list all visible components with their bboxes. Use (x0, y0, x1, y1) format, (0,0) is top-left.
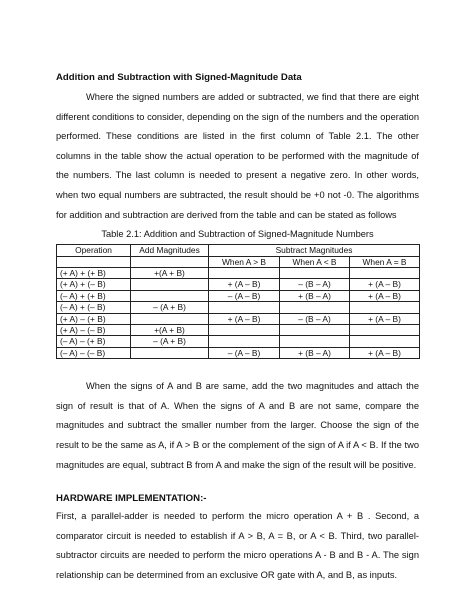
table-body (57, 267, 420, 358)
table-row (57, 313, 420, 324)
cell-a-equal-b: + (A – B) (350, 279, 420, 290)
cell-a-less-b: + (B – A) (280, 290, 350, 301)
cell-a-greater-b (209, 302, 280, 313)
cell-a-equal-b: + (A – B) (350, 290, 420, 301)
header-add-magnitudes: Add Magnitudes (131, 245, 209, 256)
cell-a-equal-b: + (A – B) (350, 347, 420, 358)
cell-a-less-b (280, 336, 350, 347)
hardware-paragraph: First, a parallel-adder is needed to perform the micro operation A + B . Second, a comparator circuit is needed to establish if A > B, A = B, or A < B. Third, two parallel-subtractor circuits are needed to perform the micro operations A - B and B - A. The sign relationship can be determined from an exclusive OR gate with A, and B, as inputs. (56, 511, 419, 580)
cell-a-less-b (280, 325, 350, 336)
cell-operation: (– A) – (– B) (57, 347, 131, 358)
cell-a-greater-b: + (A – B) (209, 313, 280, 324)
table-header-row (57, 245, 420, 256)
table-row (57, 290, 420, 301)
cell-add (131, 347, 209, 358)
cell-add: – (A + B) (131, 302, 209, 313)
cell-a-less-b (280, 267, 350, 278)
cell-add (131, 279, 209, 290)
cell-a-greater-b: + (A – B) (209, 279, 280, 290)
table-row (57, 279, 420, 290)
table-subheader-row (57, 256, 420, 267)
cell-a-greater-b (209, 325, 280, 336)
header-a-greater-b: When A > B (209, 256, 280, 267)
cell-add (131, 313, 209, 324)
cell-a-greater-b (209, 267, 280, 278)
cell-add: +(A + B) (131, 267, 209, 278)
cell-a-equal-b (350, 267, 420, 278)
cell-add: +(A + B) (131, 325, 209, 336)
cell-a-greater-b: – (A – B) (209, 347, 280, 358)
signed-magnitude-table (56, 244, 420, 359)
cell-a-greater-b: – (A – B) (209, 290, 280, 301)
cell-a-less-b: + (B – A) (280, 347, 350, 358)
rule-paragraph: When the signs of A and B are same, add the two magnitudes and attach the sign of result is that of A. When the signs of A and B are not same, compare the magnitudes and subtract the smaller number from the larger. Choose the sign of the result to be the same as A, if A > B or the complement of the sign of A if A < B. If the two magnitudes are equal, subtract B from A and make the sign of the result will be positive. (56, 381, 419, 470)
table-row (57, 325, 420, 336)
header-blank (57, 256, 131, 267)
cell-a-less-b (280, 302, 350, 313)
table-row (57, 347, 420, 358)
cell-a-less-b: – (B – A) (280, 313, 350, 324)
cell-operation: (+ A) + (+ B) (57, 267, 131, 278)
table-caption: Table 2.1: Addition and Subtraction of Signed-Magnitude Numbers (101, 229, 374, 240)
cell-operation: (+ A) + (– B) (57, 279, 131, 290)
table-row (57, 302, 420, 313)
cell-operation: (– A) – (+ B) (57, 336, 131, 347)
cell-operation: (– A) + (+ B) (57, 290, 131, 301)
section-title: Addition and Subtraction with Signed-Magnitude Data (56, 72, 302, 83)
cell-operation: (+ A) – (+ B) (57, 313, 131, 324)
header-blank (131, 256, 209, 267)
header-a-equal-b: When A = B (350, 256, 420, 267)
cell-a-greater-b (209, 336, 280, 347)
cell-operation: (– A) + (– B) (57, 302, 131, 313)
cell-a-equal-b (350, 325, 420, 336)
header-operation: Operation (57, 245, 131, 256)
table-row (57, 336, 420, 347)
hardware-implementation-heading: HARDWARE IMPLEMENTATION:- (56, 493, 207, 505)
cell-a-equal-b (350, 302, 420, 313)
cell-add (131, 290, 209, 301)
cell-a-less-b: – (B – A) (280, 279, 350, 290)
cell-a-equal-b: + (A – B) (350, 313, 420, 324)
cell-a-equal-b (350, 336, 420, 347)
cell-operation: (+ A) – (– B) (57, 325, 131, 336)
intro-paragraph: Where the signed numbers are added or subtracted, we find that there are eight different conditions to consider, depending on the sign of the numbers and the operation performed. These conditions are listed in the first column of Table 2.1. The other columns in the table show the actual operation to be performed with the magnitude of the numbers. The last column is needed to present a negative zero. In other words, when two equal numbers are subtracted, the result should be +0 not -0. The algorithms for addition and subtraction are derived from the table and can be stated as follows (56, 92, 419, 220)
cell-add: – (A + B) (131, 336, 209, 347)
header-a-less-b: When A < B (280, 256, 350, 267)
table-row (57, 267, 420, 278)
document-page (56, 72, 419, 586)
header-subtract-magnitudes: Subtract Magnitudes (209, 245, 420, 256)
